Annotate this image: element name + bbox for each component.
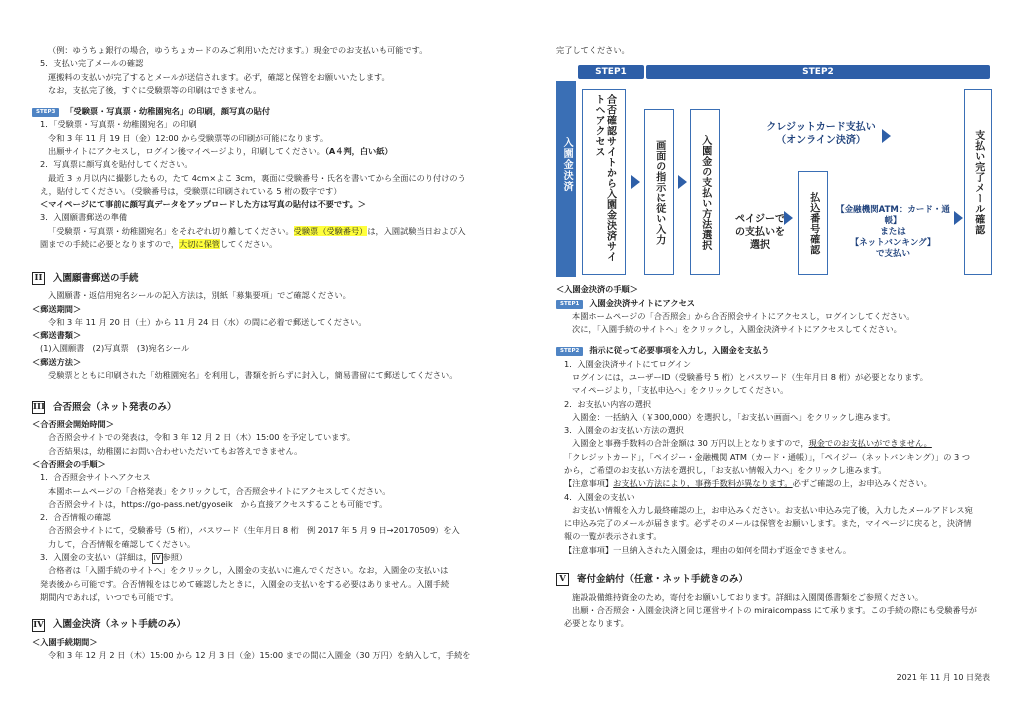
text-line: 合否照会サイトにて，受験番号（5 桁），パスワード（生年月日 8 桁 例 2017 年 5 月 9 日→20170509）を入 <box>48 525 460 536</box>
flow-bank-text: 【金融機関ATM：カード・通帳】 または 【ネットバンキング】 で支払い <box>836 205 950 260</box>
flow-payeasy-text: ペイジーで の支払いを 選択 <box>735 214 785 252</box>
section-3-lines <box>32 418 480 551</box>
section-5-lines <box>556 591 996 631</box>
flow-box-complete <box>964 89 992 275</box>
flow-box-input <box>644 109 674 275</box>
cut-line2-pre: 園までの手続に必要となりますので， <box>40 238 180 249</box>
flow-step1-bar: STEP1 <box>578 65 644 79</box>
cut-line-2 <box>32 238 480 251</box>
fee-line-underline: 現金でのお支払いができません。 <box>808 438 932 449</box>
fee-line-pre: 入園金と事務手数料の合計金額は 30 万円以上となりますので， <box>572 438 809 449</box>
top-line: 完了してください。 <box>556 45 630 55</box>
text-line: に申込み完了のメールが届きます。必ずそのメールは保管をお願いします。また，マイページに戻ると，決済情 <box>564 518 972 529</box>
text-line: 「クレジットカード」，「ペイジー・金融機関 ATM（カード・通帳）」，「ペイジー（ネットバンキング）」の 3 つ <box>564 451 971 462</box>
text-line: ＜入園手続期間＞ <box>32 637 98 648</box>
flow-arrow-credit <box>882 129 891 143</box>
text-line: 合否照会サイトは，https://go-pass.net/gyoseik から直接アクセスすることも可能です。 <box>48 498 388 509</box>
step2-badge: STEP2 <box>556 347 583 356</box>
text-line: 最近 3 ヵ月以内に撮影したもの，たて 4cm×よこ 3cm，裏面に受験番号・氏名を書いてから全面にのり付けのう <box>48 172 466 183</box>
cut-line <box>32 225 480 238</box>
text-line: 合否照会サイトでの発表は，令和 3 年 12 月 2 日（木）15:00 を予定しています。 <box>48 432 356 443</box>
section-3-number: III <box>33 401 45 412</box>
step3-badge: STEP3 <box>32 108 59 117</box>
section-2-heading <box>32 269 480 287</box>
text-line: ＜郵送方法＞ <box>32 356 82 367</box>
step3-title: 「受験票・写真票・幼稚園宛名」の印刷，顔写真の貼付 <box>65 106 271 117</box>
section-5-number: V <box>556 573 569 586</box>
text-line: 合否結果は，幼稚園にお問い合わせいただいてもお答えできません。 <box>48 445 303 456</box>
left-column <box>32 44 480 663</box>
text-line: 1．入園金決済サイトにてログイン <box>564 358 692 369</box>
step1-title: 入園金決済サイトにアクセス <box>589 297 695 308</box>
flow-credit-text: クレジットカード支払い （オンライン決済） <box>766 122 876 147</box>
text-line: 5．支払い完了メールの確認 <box>40 58 144 69</box>
text-line: 【注意事項】一旦納入された入園金は，理由の如何を問わず返金できません。 <box>564 544 852 555</box>
left-intro-lines <box>32 44 480 97</box>
text-line: マイページより，「支払申込へ」をクリックしてください。 <box>572 385 789 396</box>
note-line-pre: 【注意事項】 <box>564 478 614 489</box>
text-line: ＜合否照会開始時間＞ <box>32 419 114 430</box>
step2-title: 指示に従って必要事項を入力し，入園金を支払う <box>589 345 770 356</box>
step2-heading <box>556 344 996 357</box>
print-line-text: 出願サイトにアクセスし，ログイン後マイページより，印刷してください。 <box>48 145 325 156</box>
text-line: 入園金：一括納入（￥300,000）を選択し，「お支払い画面へ」をクリックし進みます。 <box>572 411 896 422</box>
text-line: 合格者は「入園手続のサイトへ」をクリックし，入園金の支払いに進んでください。なお，入園金の支払いは <box>48 565 449 576</box>
text-line: 3．入園願書郵送の準備 <box>40 212 128 223</box>
note-line <box>556 477 996 490</box>
text-line: 2．お支払い内容の選択 <box>564 398 652 409</box>
text-line: 2．写真票に顔写真を貼付してください。 <box>40 159 193 170</box>
section-4-heading <box>32 616 480 634</box>
text-line: から，ご希望のお支払い方法を選択し，「お支払い情報入力へ」をクリックし進みます。 <box>564 464 887 475</box>
flow-arrow-payeasy <box>784 211 793 225</box>
text-line: 4．入園金の支払い <box>564 491 635 502</box>
section-3-title: 合否照会（ネット発表のみ） <box>53 401 177 413</box>
cut-line2-highlight: 大切に保管 <box>179 238 220 249</box>
cut-line-post: は，入園試験当日および入 <box>367 225 466 236</box>
section-5-heading <box>556 571 996 589</box>
text-line: (1)入園願書 (2)写真票 (3)宛名シール <box>40 343 190 354</box>
fee-line <box>556 437 996 450</box>
section-2-number: II <box>32 272 45 285</box>
cut-line-pre: 「受験票・写真票・幼稚園宛名」をそれぞれ切り離してください。 <box>48 225 294 236</box>
text-line: 令和 3 年 11 月 19 日（金）12:00 から受験票等の印刷が可能になります。 <box>48 132 329 143</box>
text-line: 報の一覧が表示されます。 <box>564 531 662 542</box>
text-line: え，貼付してください。（受験番号は，受験票に印刷されている 5 桁の数字です） <box>40 185 342 196</box>
section-4-title: 入園金決済（ネット手続のみ） <box>53 619 187 631</box>
payment-flow-diagram <box>556 61 992 277</box>
text-line: ＜郵送書類＞ <box>32 330 82 341</box>
flow-box-number-text: 払込番号確認 <box>807 191 819 255</box>
text-line: 1．「受験票・写真票・幼稚園宛名」の印刷 <box>40 119 197 130</box>
text-line: 2．合否情報の確認 <box>40 512 111 523</box>
paper-note: （A４判，白い紙） <box>324 145 393 156</box>
section-3-lines-2 <box>32 564 480 604</box>
step3-lines-b <box>32 158 480 224</box>
step1-heading <box>556 297 996 310</box>
text-line: 令和 3 年 11 月 20 日（土）から 11 月 24 日（水）の間に必着で郵送してください。 <box>48 316 367 327</box>
step1-badge: STEP1 <box>556 300 583 309</box>
text-line: ログインには，ユーザーID（受験番号 5 桁）とパスワード（生年月日 8 桁）が必要となります。 <box>572 371 928 382</box>
section-4-lines <box>32 636 480 663</box>
flow-box-access-text: 合否確認サイトから入園金決済サイトへアクセス <box>593 94 616 263</box>
pay-line <box>32 551 480 564</box>
section-5-title: 寄付金納付（任意・ネット手続きのみ） <box>577 574 749 586</box>
flow-step2-bar: STEP2 <box>646 65 990 79</box>
step2-lines-2 <box>556 451 996 478</box>
section-3-heading <box>32 398 480 416</box>
step1-lines <box>556 310 996 337</box>
cut-line2-post: してください。 <box>219 238 278 249</box>
step2-lines-3 <box>556 491 996 557</box>
section-2-title: 入園願書郵送の手続 <box>53 272 139 284</box>
flow-box-input-text: 画面の指示に従い入力 <box>653 139 665 245</box>
flow-box-complete-text: 支払い完了メール確認 <box>972 129 984 235</box>
flow-arrow-2 <box>678 175 687 189</box>
text-line: 必要となります。 <box>564 618 629 629</box>
flow-arrow-1 <box>631 175 640 189</box>
note-line-underline: お支払い方法により，事務手数料が異なります。 <box>613 478 793 489</box>
text-line: 令和 3 年 12 月 2 日（木）15:00 から 12 月 3 日（金）15:00 までの間に入園金（30 万円）を納入して，手続を <box>48 650 471 661</box>
flow-box-method <box>690 109 720 275</box>
text-line: ＜郵送期間＞ <box>32 303 82 314</box>
text-line: 入園願書・返信用宛名シールの記入方法は，別紙「募集要項」でご確認ください。 <box>48 290 351 301</box>
pay-line-pre: 3．入園金の支払い（詳細は， <box>40 552 152 562</box>
flow-box-method-text: 入園金の支払い方法選択 <box>699 134 711 251</box>
text-line: ＜合否照会の手順＞ <box>32 459 106 470</box>
step3-heading <box>32 105 480 118</box>
cut-line-highlight: 受験票（受験番号） <box>293 225 368 236</box>
flow-lane-label <box>556 81 576 277</box>
text-line: 受験票とともに印刷された「幼稚園宛名」を利用し，書類を折らずに封入し，簡易書留にて郵送してください。 <box>48 369 458 380</box>
right-column <box>556 44 996 631</box>
text-line: 力して，合否情報を確認してください。 <box>48 538 196 549</box>
text-line: お支払い情報を入力し最終確認の上，お申込みください。お支払い申込み完了後，入力したメールアドレス宛 <box>572 504 973 515</box>
text-line: 3．入園金のお支払い方法の選択 <box>564 425 684 436</box>
text-line: 運搬料の支払いが完了するとメールが送信されます。必ず，確認と保管をお願いいたします。 <box>48 71 390 82</box>
text-line: 次に，「入園手続のサイトへ」をクリックし，入園金決済サイトにアクセスしてください。 <box>572 324 902 335</box>
section-ref-box: IV <box>153 554 161 562</box>
text-line: 期間内であれば，いつでも可能です。 <box>40 591 179 602</box>
flow-lane-text: 入園金決済 <box>561 137 573 193</box>
flow-box-access <box>582 89 626 275</box>
text-line: 本園ホームページの「合格発表」をクリックして，合否照会サイトにアクセスしてください。 <box>48 485 391 496</box>
text-line: 1．合否照会サイトへアクセス <box>40 472 151 483</box>
flow-arrow-bank <box>954 211 963 225</box>
print-line <box>32 145 480 158</box>
issue-date: 2021 年 11 月 10 日発表 <box>896 673 990 682</box>
step3-lines-a <box>32 118 480 145</box>
text-line: 出願・合否照会・入園金決済と同じ運営サイトの miraicompass にて承ります。この手続の際にも受験番号が <box>572 605 977 616</box>
text-line: （例：ゆうちょ銀行の場合，ゆうちょカードのみご利用いただけます。）現金でのお支払いも可能です。 <box>48 45 428 55</box>
note-line-post: 必ずご確認の上，お申込みください。 <box>792 478 932 489</box>
flow-box-number <box>798 171 828 275</box>
text-line: 施設設備維持資金のため，寄付をお願いしております。詳細は入園関係書類をご参照ください。 <box>572 591 924 602</box>
text-line: 発表後から可能です。合否情報をはじめて確認したときに，入園金の支払いをする必要はありません。入園手続 <box>40 578 450 589</box>
section-4-number: IV <box>33 619 44 630</box>
section-2-lines <box>32 289 480 382</box>
procedure-title: ＜入園金決済の手順＞ <box>556 284 638 295</box>
text-line: 本園ホームページの「合否照会」から合否照会サイトにアクセスし，ログインしてください。 <box>572 310 915 321</box>
step2-lines <box>556 358 996 438</box>
text-line: ＜マイページにて事前に顔写真データをアップロードした方は写真の貼付は不要です。＞ <box>40 199 366 210</box>
pay-line-post: 参照） <box>162 552 188 562</box>
text-line: なお，支払完了後，すぐに受験票等の印刷はできません。 <box>48 84 262 95</box>
